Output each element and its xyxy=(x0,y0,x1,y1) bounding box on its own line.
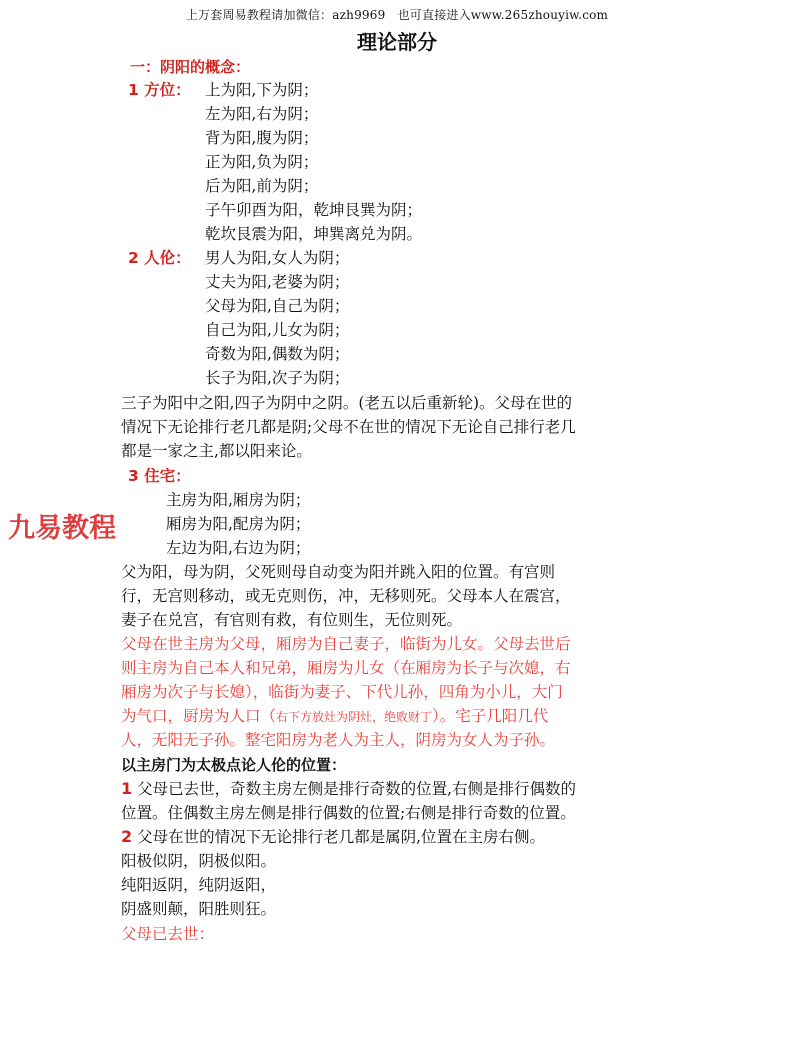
zhuzhai-paragraph: 行，无宫则移动，或无克则伤，冲，无移则死。父母本人在震宫， xyxy=(121,587,571,605)
renlun-note: 情况下无论排行老几都是阴;父母不在世的情况下无论自己排行老几 xyxy=(121,418,576,436)
item-number: 2 xyxy=(121,827,133,846)
fangwei-line: 子午卯酉为阳，乾坤艮巽为阴； xyxy=(205,201,423,219)
red-text: 为气口，厨房为人口（ xyxy=(121,707,277,725)
red-paragraph-line xyxy=(121,705,548,728)
page-title: 理论部分 xyxy=(357,30,437,54)
red-paragraph-line: 父母在世主房为父母，厢房为自己妻子，临街为儿女。父母去世后 xyxy=(121,635,571,653)
item-1-line xyxy=(121,778,576,800)
renlun-line: 长子为阳,次子为阴； xyxy=(205,369,350,387)
zhuzhai-paragraph: 妻子在兑宫，有官则有救，有位则生，无位则死。 xyxy=(121,611,463,629)
item-text: 父母已去世，奇数主房左侧是排行奇数的位置,右侧是排行偶数的 xyxy=(137,780,577,798)
renlun-line: 父母为阳,自己为阴； xyxy=(205,297,350,315)
item-number: 1 xyxy=(121,779,133,798)
renlun-label: 2 人伦： xyxy=(128,249,191,267)
proverb-line: 阴盛则颠，阳胜则狂。 xyxy=(121,900,277,918)
zhuzhai-line: 厢房为阳,配房为阴； xyxy=(166,515,311,533)
renlun-line: 丈夫为阳,老婆为阴； xyxy=(205,273,350,291)
red-text: ）。宅子几阳几代 xyxy=(432,707,549,725)
red-small-note: 右下方放灶为阴灶，绝败财丁 xyxy=(276,710,433,724)
section-heading: 一：阴阳的概念： xyxy=(130,58,251,76)
fangwei-label: 1 方位： xyxy=(128,81,191,99)
proverb-line: 阳极似阴，阴极似阳。 xyxy=(121,852,277,870)
renlun-note: 都是一家之主,都以阳来论。 xyxy=(121,442,312,460)
fangwei-line: 正为阳,负为阴； xyxy=(205,153,319,171)
red-paragraph-line: 人，无阳无子孙。整宅阳房为老人为主人，阴房为女人为子孙。 xyxy=(121,731,556,749)
item-text: 父母在世的情况下无论排行老几都是属阴,位置在主房右侧。 xyxy=(137,828,546,846)
subsection-heading: 以主房门为太极点论人伦的位置： xyxy=(121,756,347,774)
renlun-line: 男人为阳,女人为阴； xyxy=(205,249,350,267)
red-paragraph-line: 厢房为次子与长媳），临街为妻子、下代儿孙，四角为小儿，大门 xyxy=(121,683,563,701)
zhuzhai-line: 左边为阳,右边为阴； xyxy=(166,539,311,557)
renlun-note: 三子为阳中之阳,四子为阴中之阴。(老五以后重新轮)。父母在世的 xyxy=(121,394,573,412)
fangwei-line: 乾坎艮震为阳，坤巽离兑为阴。 xyxy=(205,225,423,243)
zhuzhai-paragraph: 父为阳，母为阴，父死则母自动变为阳并跳入阳的位置。有宫则 xyxy=(121,563,556,581)
closing-red-line: 父母已去世： xyxy=(121,925,215,943)
red-paragraph-line: 则主房为自己本人和兄弟，厢房为儿女（在厢房为长子与次媳，右 xyxy=(121,659,571,677)
proverb-line: 纯阳返阴，纯阴返阳， xyxy=(121,876,277,894)
item-2-line xyxy=(121,826,545,848)
watermark-logo: 九易教程 xyxy=(8,513,116,544)
renlun-line: 奇数为阳,偶数为阴； xyxy=(205,345,350,363)
fangwei-line: 左为阳,右为阴； xyxy=(205,105,319,123)
page-header: 上万套周易教程请加微信：azh9969 也可直接进入www.265zhouyiw.com xyxy=(185,8,609,22)
fangwei-line: 背为阳,腹为阴； xyxy=(205,129,319,147)
fangwei-line: 后为阳,前为阴； xyxy=(205,177,319,195)
zhuzhai-label: 3 住宅： xyxy=(128,467,191,485)
item-1-line: 位置。住偶数主房左侧是排行偶数的位置;右侧是排行奇数的位置。 xyxy=(121,804,576,822)
zhuzhai-line: 主房为阳,厢房为阴； xyxy=(166,491,311,509)
renlun-line: 自己为阳,儿女为阴； xyxy=(205,321,350,339)
fangwei-line: 上为阳,下为阴； xyxy=(205,81,319,99)
